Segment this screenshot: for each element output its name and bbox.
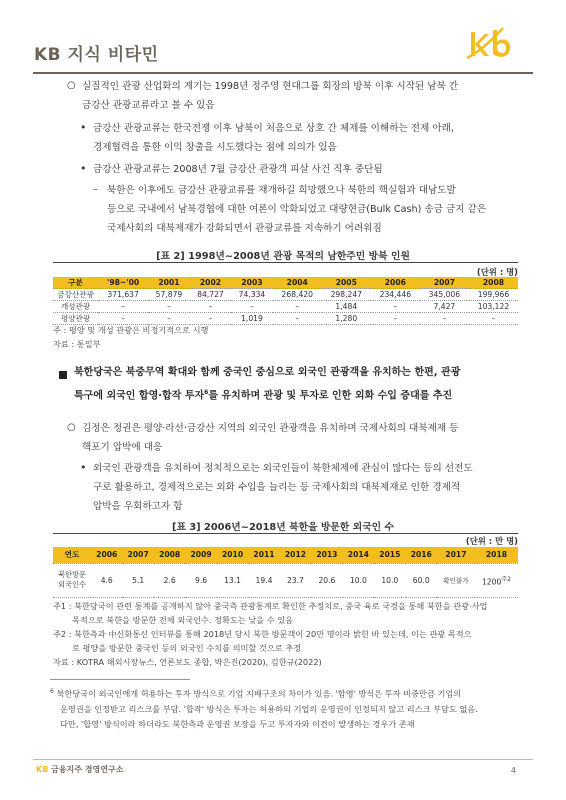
footer-logo (36, 764, 123, 775)
table-cell: – (231, 301, 273, 313)
table-row (53, 289, 518, 301)
table-cell: 371,637 (98, 289, 148, 301)
table-header-cell: 2010 (217, 547, 248, 563)
table-header-cell: 2001 (148, 277, 190, 289)
table-cell: – (98, 313, 148, 325)
table-cell: 103,122 (469, 301, 518, 313)
section-square-icon (59, 371, 67, 379)
table-cell: 268,420 (273, 289, 322, 301)
bullet-1: 금강산 관광교류는 한국전쟁 이후 남북이 처음으로 상호 간 체제를 이해하는 전제 아래, 경제협력을 통한 이익 창출을 시도했다는 점에 의의가 있음 (93, 123, 454, 153)
bullet-marker: • (80, 121, 87, 134)
paragraph-2: 김정은 정권은 평양·라선·금강산 지역의 외국인 관광객을 유치하며 국제사회의 대북제재 등 핵포기 압박에 대응 (82, 423, 459, 453)
table-cell: 13.1 (217, 563, 248, 597)
table-cell: – (148, 313, 190, 325)
table-cell: 20.6 (311, 563, 342, 597)
table-cell: 개성관광 (53, 301, 98, 313)
table-cell: 7,427 (420, 301, 469, 313)
table-3-title: [표 3] 2006년~2018년 북한을 방문한 외국인 수 (171, 522, 394, 533)
footnote-6: $^6$ 북한당국이 외국인에게 허용하는 투자 방식으로 기업 지배구조의 차이가 있음. '합영' 방식은 투자 비중만큼 기업의 운영권을 인정받고 리스크를 부담. '합작' 방식은 투자는 허용하되 기업의 운영권이 인정되지 않고 리스크 부담도 없음. 다만, '합영' 방식이라 하더라도 북한측과 운영권 보장을 두고 투자자와 이견이 발생하는 경우가 존재 (50, 688, 478, 729)
table-cell: 10.0 (343, 563, 374, 597)
bullet-3: 외국인 관광객을 유치하여 정치적으로는 외국인들이 북한체제에 관심이 많다는 등의 선전도 구로 활용하고, 경제적으로는 외화 수입을 늘리는 등 국제사회의 대북제재로 인한 경제적 압박을 우회하고자 함 (93, 463, 473, 512)
footnote-rule (50, 679, 190, 680)
bullet-2: 금강산 관광교류는 2008년 7월 금강산 관광객 피살 사건 직후 중단됨 (93, 164, 383, 175)
table-header-cell: 2018 (475, 547, 518, 563)
dash-item-1: 북한은 이후에도 금강산 관광교류를 재개하길 희망했으나 북한의 핵실험과 대남도발 등으로 국내에서 남북경협에 대한 여론이 악화되었고 대량현금(Bulk Cash) 송금 금지 같은 국제사회의 대북제재가 강화되면서 관광교류를 지속하기 어려워짐 (107, 185, 487, 234)
table-cell: 23.7 (280, 563, 311, 597)
table-2-unit: (단위 : 명) (476, 267, 518, 277)
table-cell: 298,247 (322, 289, 371, 301)
page-number: 4 (510, 766, 516, 775)
table-cell: 1,484 (322, 301, 371, 313)
table-3-notes: 주1 : 북한당국이 관련 통계를 공개하지 않아 중국측 관광통계로 확인한 추정치로, 중국 육로 국경을 통해 북한을 관광·사업 목적으로 북한을 방문한 전체 외국인수. 정확도는 낮을 수 있음 주2 : 북한측과 中신화통신 인터뷰를 통해 2018년 당시 북한 방문객이 20만 명이라 밝힌 바 있는데, 이는 관광 목적으 로 평양을 방문한 중국인 등의 외국인 수치를 의미할 것으로 추정 자료 : KOTRA 해외시장뉴스, 언론보도 종합, 박은진(2020), 김한규(2022) (53, 601, 488, 667)
table-3 (53, 547, 518, 598)
table-cell: – (420, 313, 469, 325)
table-header-cell: 구분 (53, 277, 98, 289)
table-cell: 234,446 (371, 289, 420, 301)
table-row (53, 563, 518, 597)
header-rule (33, 72, 533, 74)
table-cell: 57,879 (148, 289, 190, 301)
kb-logo-icon (463, 26, 515, 62)
paragraph-1: 실질적인 관광 산업화의 계기는 1998년 정주영 현대그룹 회장의 방북 이후 시작된 남북 간 금강산 관광교류라고 볼 수 있음 (82, 81, 459, 111)
table-cell: $1200^{주2}$ (475, 563, 518, 597)
footer-logo-text: 금융지주 경영연구소 (51, 765, 124, 774)
table-header-cell: 2002 (190, 277, 232, 289)
table-cell: – (98, 301, 148, 313)
table-header-cell: 2004 (273, 277, 322, 289)
table-cell: 2.6 (154, 563, 185, 597)
table-cell: 확인불가 (437, 563, 475, 597)
table-cell: 9.6 (185, 563, 216, 597)
table-cell: 1,280 (322, 313, 371, 325)
table-cell: – (190, 313, 232, 325)
table-cell: 84,727 (190, 289, 232, 301)
table-cell: 19.4 (248, 563, 279, 597)
table-cell: – (273, 301, 322, 313)
table-cell: – (190, 301, 232, 313)
table-header-row (53, 547, 518, 563)
table-header-cell: 2017 (437, 547, 475, 563)
table-2-notes: 주 : 평양 및 개성 관광은 비정기적으로 시행 자료 : 통일부 (53, 325, 209, 349)
table-cell: 345,006 (420, 289, 469, 301)
table-header-cell: 2006 (371, 277, 420, 289)
table-header-cell: 2008 (154, 547, 185, 563)
table-cell: 199,966 (469, 289, 518, 301)
section-heading: 북한당국은 북중무역 확대와 함께 중국인 중심으로 외국인 관광객을 유치하는 한편, 관광 특구에 외국인 합영·합작 투자$^6$를 유치하며 관광 및 투자로 인한 외화 수입 증대를 추진 (74, 363, 460, 406)
table-cell: 5.1 (122, 563, 153, 597)
table-cell: – (371, 301, 420, 313)
table-header-cell: 2013 (311, 547, 342, 563)
footer-rule (33, 759, 533, 760)
table-header-row (53, 277, 518, 289)
section-heading-line2: 특구에 외국인 합영·합작 투자$^6$를 유치하며 관광 및 투자로 인한 외화 수입 증대를 추진 (74, 389, 453, 402)
table-header-cell: 2008 (469, 277, 518, 289)
table-cell: 74,334 (231, 289, 273, 301)
table-header-cell: 2016 (406, 547, 437, 563)
table-3-title-rule (53, 533, 518, 534)
header-title: KB 지식 비타민 (34, 45, 159, 65)
table-row (53, 301, 518, 313)
table-cell: 10.0 (374, 563, 405, 597)
table-cell: – (273, 313, 322, 325)
table-cell: 금강산관광 (53, 289, 98, 301)
table-row-label: 북한방문 외국인수 (53, 563, 91, 597)
table-header-cell: 2003 (231, 277, 273, 289)
table-cell: – (148, 301, 190, 313)
table-header-cell: 2011 (248, 547, 279, 563)
footer-kb-mark: KB (36, 765, 49, 774)
table-header-cell: 2014 (343, 547, 374, 563)
table-header-cell: 2006 (91, 547, 122, 563)
table-header-cell: 2005 (322, 277, 371, 289)
table-2 (53, 277, 518, 325)
table-cell: – (371, 313, 420, 325)
table-header-cell: 2007 (420, 277, 469, 289)
bullet-marker: • (80, 162, 87, 175)
table-header-cell: 2007 (122, 547, 153, 563)
table-header-cell: '98~'00 (98, 277, 148, 289)
table-header-cell: 2009 (185, 547, 216, 563)
bullet-marker: • (80, 461, 87, 474)
table-cell: 평양관광 (53, 313, 98, 325)
table-2-title-rule (53, 262, 518, 263)
table-header-cell: 연도 (53, 547, 91, 563)
table-cell: 4.6 (91, 563, 122, 597)
table-header-cell: 2015 (374, 547, 405, 563)
circle-marker: ○ (67, 422, 76, 433)
table-header-cell: 2012 (280, 547, 311, 563)
table-cell: – (469, 313, 518, 325)
table-cell: 1,019 (231, 313, 273, 325)
dash-marker: – (93, 184, 98, 195)
table-cell: 60.0 (406, 563, 437, 597)
circle-marker: ○ (67, 80, 76, 91)
table-3-unit: (단위 : 만 명) (465, 536, 518, 546)
table-2-title: [표 2] 1998년~2008년 관광 목적의 남한주민 방북 인원 (156, 251, 410, 262)
